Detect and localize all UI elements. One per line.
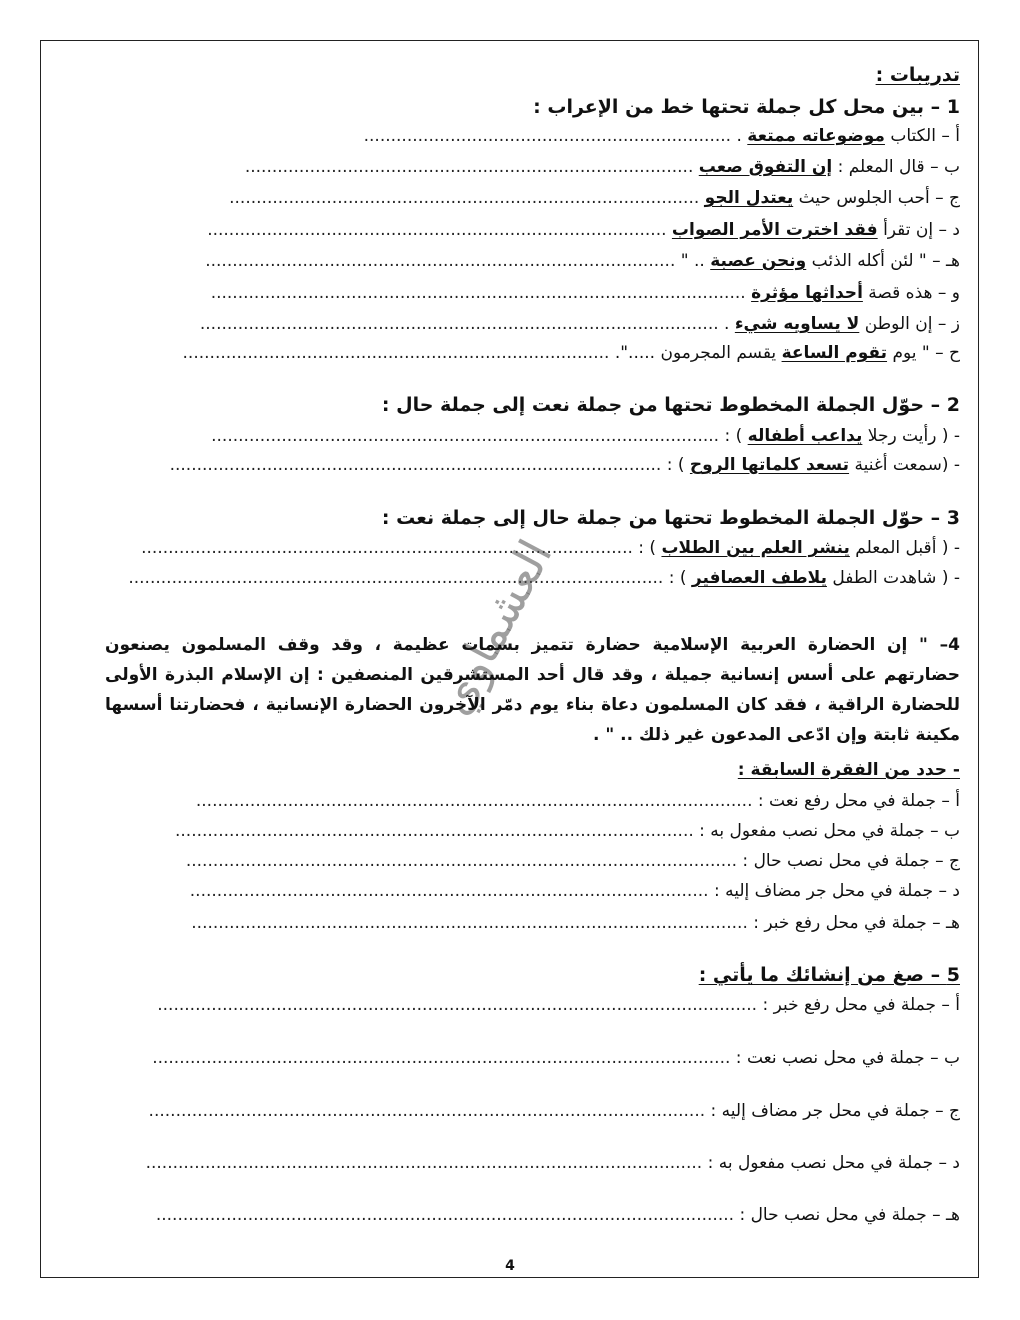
q4-item-d: د – جملة في محل جر مضاف إليه : ................................................................................................ <box>189 881 960 901</box>
q5-item-e: هـ – جملة في محل نصب حال : ........................................................................................................... <box>155 1205 960 1225</box>
q1-item-b: ب – قال المعلم : إن التفوق صعب ................................................................................... <box>244 157 960 177</box>
q1-item-h: ح – " يوم تقوم الساعة يقسم المجرمون .....". ............................................................................... <box>182 343 960 363</box>
q5-item-a: أ – جملة في محل رفع خبر : ............................................................................................................... <box>157 995 960 1015</box>
q1-item-e: هـ – " لئن أكله الذئب ونحن عصبة .. " ....................................................................................... <box>205 251 960 271</box>
q5-title: 5 – صغ من إنشائك ما يأتي : <box>698 964 960 986</box>
q1-item-d: د – إن تقرأ فقد اخترت الأمر الصواب ..................................................................................... <box>207 220 960 240</box>
q1-item-c: ج – أحب الجلوس حيث يعتدل الجو ....................................................................................... <box>229 188 960 208</box>
q5-item-c: ج – جملة في محل جر مضاف إليه : ....................................................................................................... <box>148 1101 960 1121</box>
q4-item-b: ب – جملة في محل نصب مفعول به : ................................................................................................ <box>174 821 960 841</box>
q4-item-c: ج – جملة في محل نصب حال : ...................................................................................................... <box>185 851 960 871</box>
page-heading: تدريبات : <box>875 64 960 86</box>
q1-item-a: أ – الكتاب موضوعاته ممتعة . .................................................................... <box>363 126 960 146</box>
q4-paragraph: 4– " إن الحضارة العربية الإسلامية حضارة تتميز بسمات عظيمة ، وقد وقف المسلمون يصنعون حضارتهم على أسس إنسانية جميلة ، وقد قال أحد المستشرقين المنصفين : إن الإسلام البذرة الأولى للحضارة الراقية ، فقد كان المسلمون دعاة بناء يوم دمّر الآخرون الحضارة الإنسانية ، فحضارتنا أسسها مكينة ثابتة وإن ادّعى المدعون غير ذلك .. " . <box>105 635 960 745</box>
q2-item-2: - (سمعت أغنية تسعد كلماتها الروح ) : ........................................................................................... <box>169 455 960 475</box>
q4-item-e: هـ – جملة في محل رفع خبر : ....................................................................................................... <box>191 913 960 933</box>
watermark-text: العشماوي <box>426 530 563 724</box>
q4-subtitle: - حدد من الفقرة السابقة : <box>737 760 960 780</box>
q5-item-b: ب – جملة في محل نصب نعت : ........................................................................................................... <box>152 1048 960 1068</box>
page-number: 4 <box>505 1258 515 1274</box>
q3-title: 3 – حوّل الجملة المخطوط تحتها من جملة حال إلى جملة نعت : <box>381 507 960 529</box>
q2-item-1: - ( رأيت رجلا يداعب أطفاله ) : .............................................................................................. <box>211 426 960 446</box>
q1-title: 1 – بين محل كل جملة تحتها خط من الإعراب : <box>533 96 960 118</box>
q2-title: 2 – حوّل الجملة المخطوط تحتها من جملة نعت إلى جملة حال : <box>381 394 960 416</box>
q1-item-g: ز – إن الوطن لا يساويه شيء . ................................................................................................ <box>199 314 960 334</box>
q4-item-a: أ – جملة في محل رفع نعت : ....................................................................................................... <box>195 791 960 811</box>
q1-item-f: و – هذه قصة أحداثها مؤثرة ................................................................................................... <box>210 283 960 303</box>
q5-item-d: د – جملة في محل نصب مفعول به : ....................................................................................................... <box>145 1153 960 1173</box>
q3-item-1: - ( أقبل المعلم ينشر العلم بين الطلاب ) : ........................................................................................... <box>141 538 960 558</box>
q3-item-2: - ( شاهدت الطفل يلاطف العصافير ) : ................................................................................................... <box>128 568 960 588</box>
